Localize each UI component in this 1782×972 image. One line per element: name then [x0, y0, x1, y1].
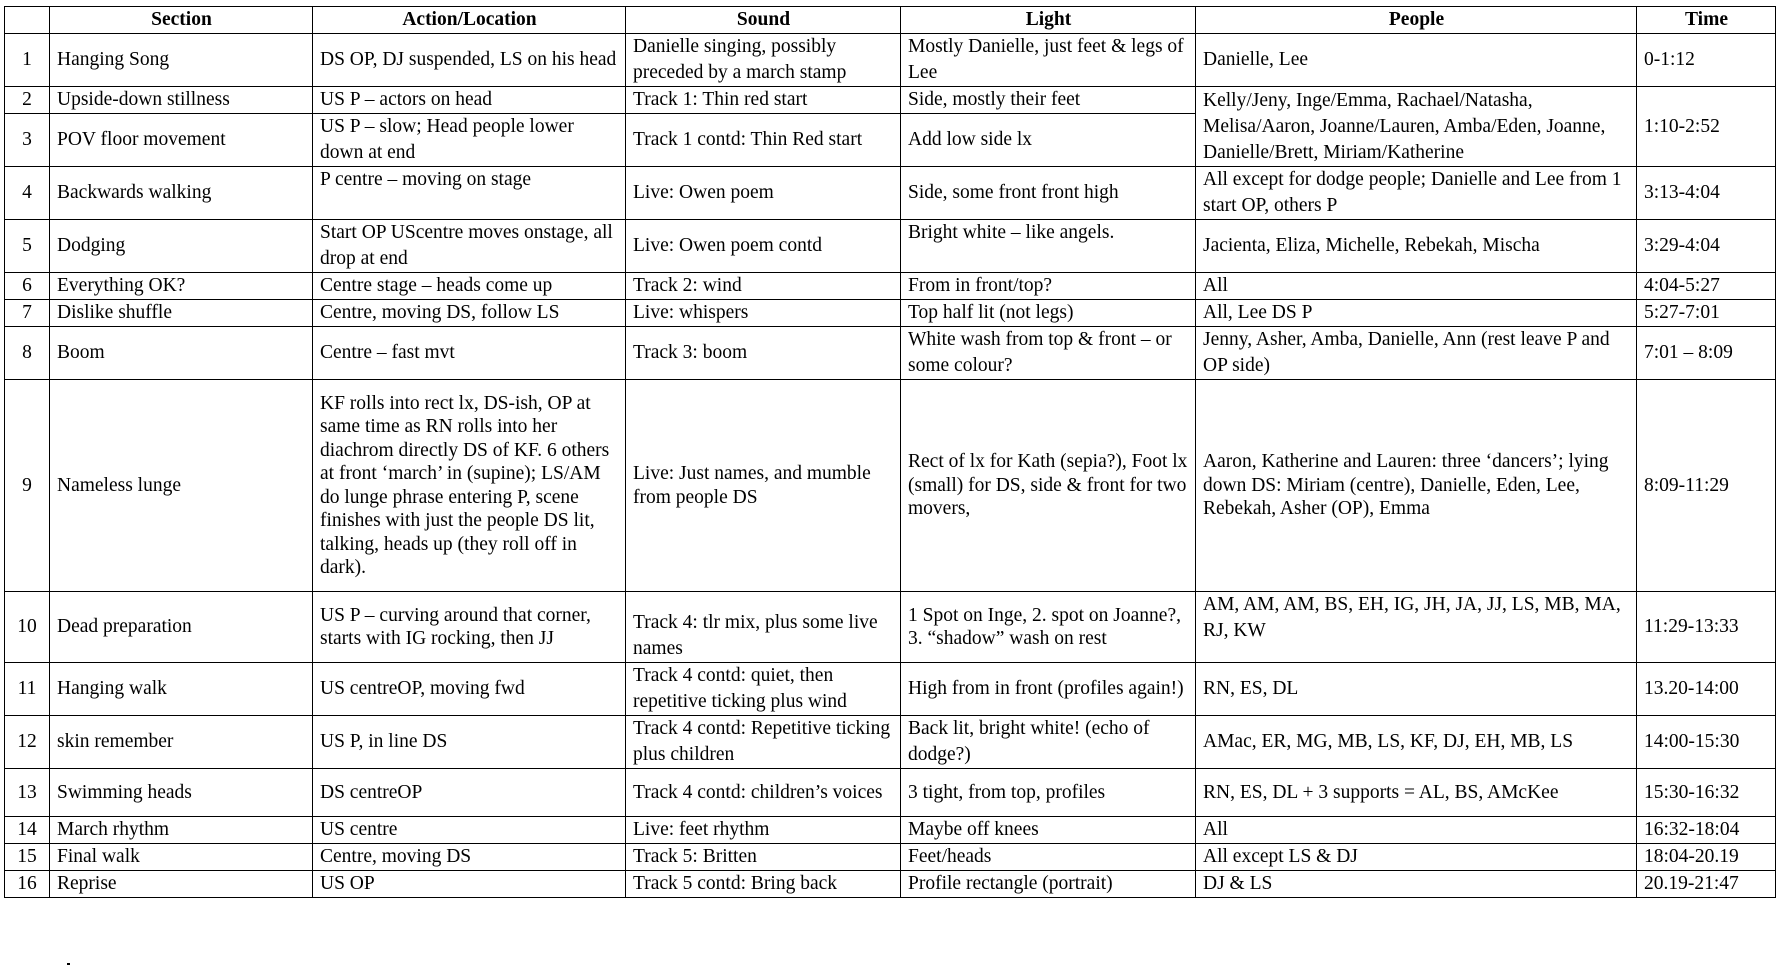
section-cell: Everything OK?: [50, 273, 313, 300]
sound-cell: Track 4 contd: children’s voices: [626, 769, 901, 817]
action-cell: US centre: [313, 817, 626, 844]
light-cell: Side, some front front high: [901, 167, 1196, 220]
light-cell: Bright white – like angels.: [901, 220, 1196, 273]
row-number: 5: [5, 220, 50, 273]
people-cell: AM, AM, AM, BS, EH, IG, JH, JA, JJ, LS, MB, MA, RJ, KW: [1196, 592, 1637, 663]
col-header-time: Time: [1637, 7, 1776, 34]
action-cell: Centre stage – heads come up: [313, 273, 626, 300]
time-cell: 5:27-7:01: [1637, 300, 1776, 327]
action-cell: DS centreOP: [313, 769, 626, 817]
time-cell: 20.19-21:47: [1637, 871, 1776, 898]
people-cell: Jacienta, Eliza, Michelle, Rebekah, Mischa: [1196, 220, 1637, 273]
action-cell: US OP: [313, 871, 626, 898]
table-row: [5, 273, 1776, 300]
table-row: [5, 592, 1776, 663]
sound-cell: Live: feet rhythm: [626, 817, 901, 844]
sound-cell: Danielle singing, possibly preceded by a march stamp: [626, 34, 901, 87]
time-cell: 0-1:12: [1637, 34, 1776, 87]
row-number: 3: [5, 114, 50, 167]
col-header-number: [5, 7, 50, 34]
time-cell: 18:04-20.19: [1637, 844, 1776, 871]
table-row: [5, 34, 1776, 87]
stray-mark: [67, 963, 70, 965]
sound-cell: Track 4: tlr mix, plus some live names: [626, 592, 901, 663]
light-cell: Feet/heads: [901, 844, 1196, 871]
col-header-section: Section: [50, 7, 313, 34]
action-cell: US centreOP, moving fwd: [313, 663, 626, 716]
people-cell: RN, ES, DL + 3 supports = AL, BS, AMcKee: [1196, 769, 1637, 817]
time-cell: 4:04-5:27: [1637, 273, 1776, 300]
sound-cell: Track 2: wind: [626, 273, 901, 300]
sound-cell: Live: Owen poem: [626, 167, 901, 220]
row-number: 9: [5, 380, 50, 592]
action-cell: DS OP, DJ suspended, LS on his head: [313, 34, 626, 87]
row-number: 2: [5, 87, 50, 114]
people-cell: All, Lee DS P: [1196, 300, 1637, 327]
action-cell: Start OP UScentre moves onstage, all drop at end: [313, 220, 626, 273]
section-cell: Hanging walk: [50, 663, 313, 716]
people-cell: All except LS & DJ: [1196, 844, 1637, 871]
section-cell: POV floor movement: [50, 114, 313, 167]
people-cell: Jenny, Asher, Amba, Danielle, Ann (rest leave P and OP side): [1196, 327, 1637, 380]
action-cell: P centre – moving on stage: [313, 167, 626, 220]
sound-cell: Live: whispers: [626, 300, 901, 327]
sound-cell: Live: Just names, and mumble from people DS: [626, 380, 901, 592]
light-cell: High from in front (profiles again!): [901, 663, 1196, 716]
light-cell: White wash from top & front – or some colour?: [901, 327, 1196, 380]
col-header-people: People: [1196, 7, 1637, 34]
action-cell: Centre, moving DS, follow LS: [313, 300, 626, 327]
people-cell: RN, ES, DL: [1196, 663, 1637, 716]
section-cell: Nameless lunge: [50, 380, 313, 592]
table-row: [5, 844, 1776, 871]
table-row: [5, 300, 1776, 327]
table-row: [5, 663, 1776, 716]
people-cell: All: [1196, 817, 1637, 844]
table-row: [5, 769, 1776, 817]
section-cell: Boom: [50, 327, 313, 380]
time-cell: 13.20-14:00: [1637, 663, 1776, 716]
people-cell: All: [1196, 273, 1637, 300]
time-cell: 3:29-4:04: [1637, 220, 1776, 273]
people-cell: AMac, ER, MG, MB, LS, KF, DJ, EH, MB, LS: [1196, 716, 1637, 769]
section-cell: Swimming heads: [50, 769, 313, 817]
table-row: [5, 87, 1776, 114]
section-cell: Final walk: [50, 844, 313, 871]
header-row: [5, 7, 1776, 34]
section-cell: Reprise: [50, 871, 313, 898]
table-row: [5, 380, 1776, 592]
table-row: [5, 220, 1776, 273]
light-cell: Profile rectangle (portrait): [901, 871, 1196, 898]
row-number: 8: [5, 327, 50, 380]
row-number: 13: [5, 769, 50, 817]
people-cell: Aaron, Katherine and Lauren: three ‘dancers’; lying down DS: Miriam (centre), Danielle, Eden, Lee, Rebekah, Asher (OP), Emma: [1196, 380, 1637, 592]
section-cell: March rhythm: [50, 817, 313, 844]
table-row: [5, 871, 1776, 898]
table-row: [5, 716, 1776, 769]
row-number: 14: [5, 817, 50, 844]
people-cell: DJ & LS: [1196, 871, 1637, 898]
row-number: 4: [5, 167, 50, 220]
section-cell: Dislike shuffle: [50, 300, 313, 327]
col-header-action: Action/Location: [313, 7, 626, 34]
light-cell: From in front/top?: [901, 273, 1196, 300]
row-number: 7: [5, 300, 50, 327]
people-cell: Danielle, Lee: [1196, 34, 1637, 87]
action-cell: US P – slow; Head people lower down at end: [313, 114, 626, 167]
section-cell: Upside-down stillness: [50, 87, 313, 114]
col-header-sound: Sound: [626, 7, 901, 34]
sound-cell: Track 5 contd: Bring back: [626, 871, 901, 898]
light-cell: Top half lit (not legs): [901, 300, 1196, 327]
sound-cell: Track 3: boom: [626, 327, 901, 380]
row-number: 16: [5, 871, 50, 898]
light-cell: Maybe off knees: [901, 817, 1196, 844]
light-cell: Add low side lx: [901, 114, 1196, 167]
time-cell: 8:09-11:29: [1637, 380, 1776, 592]
sound-cell: Track 5: Britten: [626, 844, 901, 871]
people-cell: All except for dodge people; Danielle and Lee from 1 start OP, others P: [1196, 167, 1637, 220]
action-cell: KF rolls into rect lx, DS-ish, OP at same time as RN rolls into her diachrom directly DS of KF. 6 others at front ‘march’ in (supine); LS/AM do lunge phrase entering P, scene finishes with just the people DS lit, talking, heads up (they roll off in dark).: [313, 380, 626, 592]
section-cell: Hanging Song: [50, 34, 313, 87]
table-row: [5, 167, 1776, 220]
section-cell: skin remember: [50, 716, 313, 769]
light-cell: Mostly Danielle, just feet & legs of Lee: [901, 34, 1196, 87]
row-number: 10: [5, 592, 50, 663]
row-number: 11: [5, 663, 50, 716]
section-cell: Backwards walking: [50, 167, 313, 220]
row-number: 6: [5, 273, 50, 300]
time-cell: 15:30-16:32: [1637, 769, 1776, 817]
sound-cell: Track 4 contd: quiet, then repetitive ticking plus wind: [626, 663, 901, 716]
table-row: [5, 327, 1776, 380]
row-number: 1: [5, 34, 50, 87]
section-cell: Dodging: [50, 220, 313, 273]
action-cell: Centre, moving DS: [313, 844, 626, 871]
action-cell: US P – curving around that corner, starts with IG rocking, then JJ: [313, 592, 626, 663]
time-cell: 16:32-18:04: [1637, 817, 1776, 844]
sound-cell: Track 1 contd: Thin Red start: [626, 114, 901, 167]
light-cell: 3 tight, from top, profiles: [901, 769, 1196, 817]
time-cell: 1:10-2:52: [1637, 87, 1776, 167]
time-cell: 7:01 – 8:09: [1637, 327, 1776, 380]
time-cell: 3:13-4:04: [1637, 167, 1776, 220]
light-cell: Rect of lx for Kath (sepia?), Foot lx (small) for DS, side & front for two movers,: [901, 380, 1196, 592]
cue-sheet-table: [4, 6, 1776, 898]
light-cell: 1 Spot on Inge, 2. spot on Joanne?, 3. “shadow” wash on rest: [901, 592, 1196, 663]
row-number: 15: [5, 844, 50, 871]
action-cell: US P – actors on head: [313, 87, 626, 114]
row-number: 12: [5, 716, 50, 769]
people-cell: Kelly/Jeny, Inge/Emma, Rachael/Natasha, Melisa/Aaron, Joanne/Lauren, Amba/Eden, Joanne, Danielle/Brett, Miriam/Katherine: [1196, 87, 1637, 167]
action-cell: Centre – fast mvt: [313, 327, 626, 380]
time-cell: 11:29-13:33: [1637, 592, 1776, 663]
light-cell: Back lit, bright white! (echo of dodge?): [901, 716, 1196, 769]
sound-cell: Live: Owen poem contd: [626, 220, 901, 273]
action-cell: US P, in line DS: [313, 716, 626, 769]
sound-cell: Track 1: Thin red start: [626, 87, 901, 114]
col-header-light: Light: [901, 7, 1196, 34]
table-row: [5, 817, 1776, 844]
time-cell: 14:00-15:30: [1637, 716, 1776, 769]
light-cell: Side, mostly their feet: [901, 87, 1196, 114]
sound-cell: Track 4 contd: Repetitive ticking plus children: [626, 716, 901, 769]
section-cell: Dead preparation: [50, 592, 313, 663]
